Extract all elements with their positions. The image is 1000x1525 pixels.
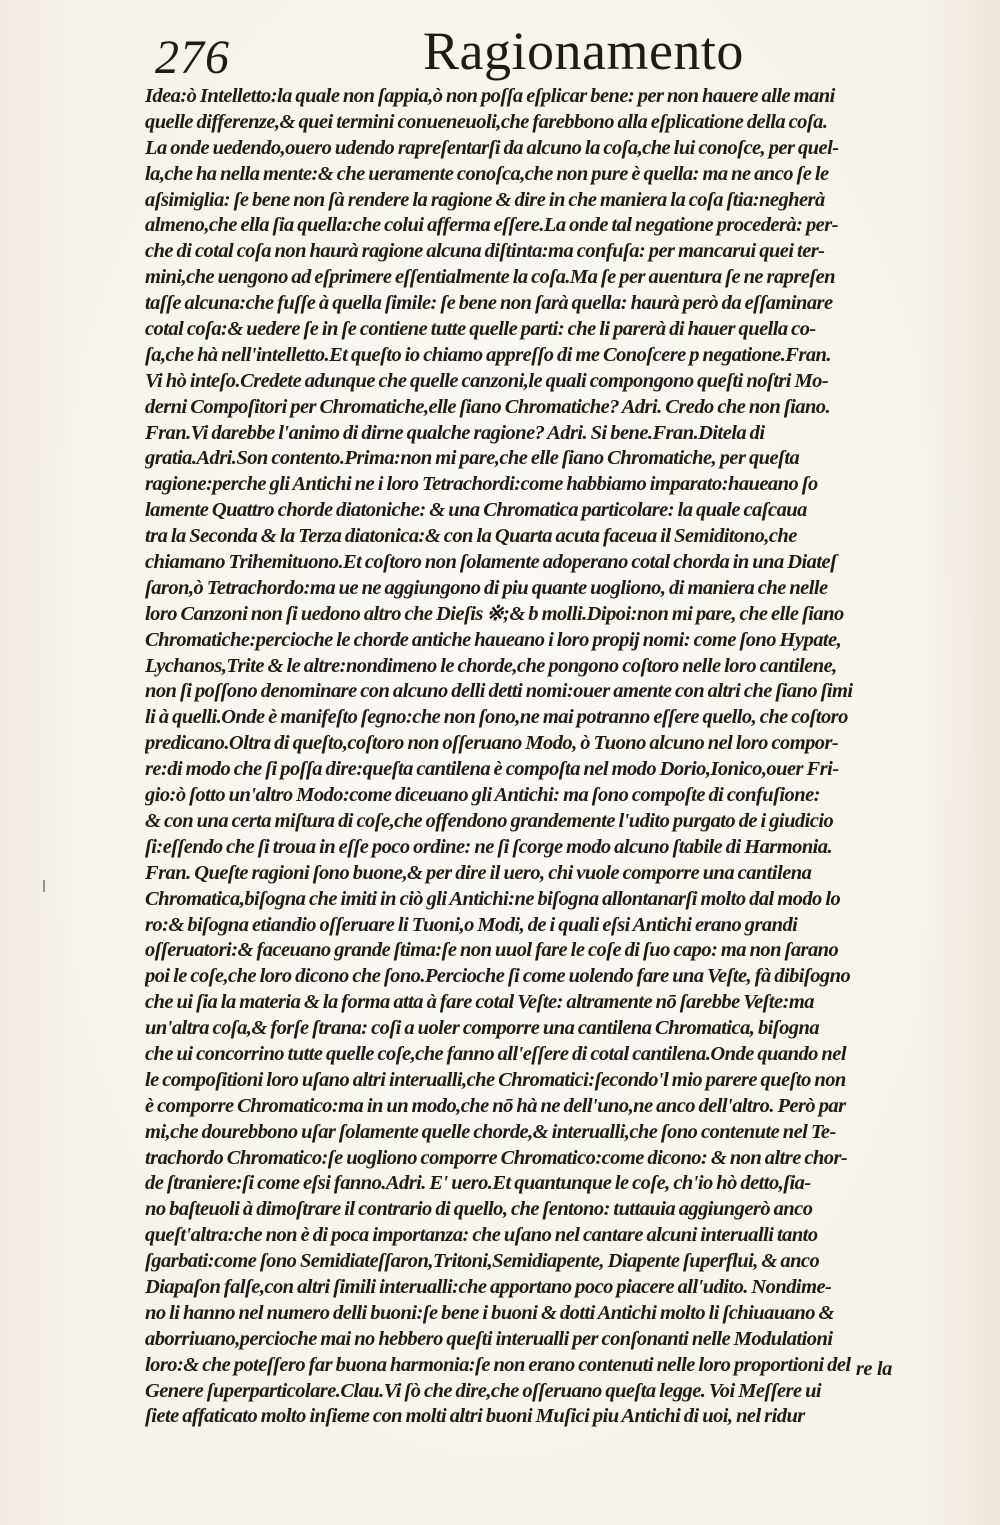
text-line: non ſi poſſono denominare con alcuno delli detti nomi:ouer amente con altri che ſiano ſimi xyxy=(145,680,853,703)
text-line: oſſeruatori:& faceuano grande ſtima:ſe non uuol fare le coſe di ſuo capo: ma non ſarano xyxy=(145,939,839,962)
text-line: & con una certa miſtura di coſe,che offendono grandemente l'udito purgato de i giudicio xyxy=(145,809,834,832)
text-line: poi le coſe,che loro dicono che ſono.Percioche ſi come uolendo fare una Veſte, fà dibiſogno xyxy=(145,965,851,988)
text-line: aborriuano,percioche mai no hebbero queſti interualli per conſonanti nelle Modulationi xyxy=(145,1327,833,1350)
running-title: Ragionamento xyxy=(423,21,744,81)
text-line: derni Compoſitori per Chromatiche,elle ſiano Chromatiche? Adri. Credo che non ſiano. xyxy=(145,395,831,418)
text-line: tra la Seconda & la Terza diatonica:& con la Quarta acuta faceua il Semiditono,che xyxy=(145,525,797,548)
text-line: no baſteuoli à dimoſtrare il contrario di quello, che ſentono: tuttauia aggiungerò anco xyxy=(145,1198,813,1221)
text-line: Lychanos,Trite & le altre:nondimeno le chorde,che pongono coſtoro nelle loro cantilene, xyxy=(145,654,837,677)
text-line: Fran.Vi darebbe l'animo di dirne qualche ragione? Adri. Si bene.Fran.Ditela di xyxy=(145,421,765,444)
text-line: Chromatiche:percioche le chorde antiche haueano i loro propij nomi: come ſono Hypate, xyxy=(145,628,842,651)
text-line: loro:& che poteſſero far buona harmonia:ſe non erano contenuti nelle loro proportioni del xyxy=(145,1353,851,1376)
text-line: queſt'altra:che non è di poca importanza: che uſano nel cantare alcuni interualli tanto xyxy=(145,1224,818,1247)
text-line: gratia.Adri.Son contento.Prima:non mi pare,che elle ſiano Chromatiche, per queſta xyxy=(145,447,800,470)
text-line: predicano.Oltra di queſto,coſtoro non oſſeruano Modo, ò Tuono alcuno nel loro compor- xyxy=(145,732,839,755)
text-line: Vi hò inteſo.Credete adunque che quelle canzoni,le quali compongono queſti noſtri Mo- xyxy=(145,369,829,392)
text-line: lamente Quattro chorde diatoniche: & una Chromatica particolare: la quale caſcaua xyxy=(145,499,807,522)
body-text xyxy=(145,84,915,1430)
text-line: Fran. Queſte ragioni ſono buone,& per dire il uero, chi vuole comporre una cantilena xyxy=(145,861,812,884)
text-line: Idea:ò Intelletto:la quale non ſappia,ò non poſſa eſplicar bene: per non hauere alle mani xyxy=(145,85,835,107)
text-line: gio:ò ſotto un'altro Modo:come diceuano gli Antichi: ma ſono compoſte di confuſione: xyxy=(145,784,820,807)
text-line: re:di modo che ſi poſſa dire:queſta cantilena è compoſta nel modo Dorio,Ionico,ouer Fri- xyxy=(145,758,839,781)
text-line: che ui concorrino tutte quelle coſe,che fanno all'eſſere di cotal cantilena.Onde quando nel xyxy=(145,1042,846,1065)
text-line: che ui ſia la materia & la forma atta à fare cotal Veſte: altramente nō ſarebbe Veſte:ma xyxy=(145,991,814,1014)
text-line: La onde uedendo,ouero udendo rapreſentarſi da alcuno la coſa,che lui conoſce, per quel- xyxy=(145,136,839,159)
text-line: mini,che uengono ad eſprimere eſſentialmente la coſa.Ma ſe per auentura ſe ne rapreſen xyxy=(145,266,836,289)
text-line: la,che ha nella mente:& che ueramente conoſca,che non pure è quella: ma ne anco ſe le xyxy=(145,162,829,185)
text-line: Chromatica,biſogna che imiti in ciò gli Antichi:ne biſogna allontanarſi molto dal modo lo xyxy=(145,887,841,910)
text-line: chiamano Trihemituono.Et coſtoro non ſolamente adoperano cotal chorda in una Diateſ xyxy=(145,551,837,574)
page-number: 276 xyxy=(155,31,230,84)
text-line: un'altra coſa,& forſe ſtrana: coſi a uoler comporre una cantilena Chromatica, biſogna xyxy=(145,1017,820,1040)
text-line: è comporre Chromatico:ma in un modo,che nō hà ne dell'uno,ne anco dell'altro. Però par xyxy=(145,1094,846,1117)
text-line: che di cotal coſa non haurà ragione alcuna diſtinta:ma confuſa: per mancarui quei ter- xyxy=(145,240,825,263)
text-line: mi,che dourebbono uſar ſolamente quelle chorde,& interualli,che ſono contenute nel Te- xyxy=(145,1120,836,1143)
text-line: de ſtraniere:ſi come eſsi fanno.Adri. E' uero.Et quantunque le coſe, ch'io hò detto,ſia- xyxy=(145,1172,811,1195)
text-line: ſgarbati:come ſono Semidiateſſaron,Tritoni,Semidiapente, Diapente ſuperflui, & anco xyxy=(145,1250,820,1273)
text-line: loro Canzoni non ſi uedono altro che Dieſis ※;& b molli.Dipoi:non mi pare, che elle ſiano xyxy=(145,602,844,625)
text-line: ragione:perche gli Antichi ne i loro Tetrachordi:come habbiamo imparato:haueano ſo xyxy=(145,473,818,496)
text-line: Diapaſon falſe,con altri ſimili interualli:che apportano poco piacere all'udito. Nondime- xyxy=(145,1275,832,1298)
text-line: ſi:eſſendo che ſi troua in eſſe poco ordine: ne ſi ſcorge modo alcuno ſtabile di Harmonia. xyxy=(145,835,833,858)
text-line: almeno,che ella ſia quella:che colui afferma eſſere.La onde tal negatione procederà: per- xyxy=(145,214,838,237)
text-line: ſiete affaticato molto inſieme con molti altri buoni Muſici piu Antichi di uoi, nel ridur xyxy=(145,1405,805,1428)
text-line: li à quelli.Onde è manifeſto ſegno:che non ſono,ne mai potranno eſſere quello, che coſtoro xyxy=(145,706,848,729)
text-line: ſaron,ò Tetrachordo:ma ue ne aggiungono di piu quante uogliono, di maniera che nelle xyxy=(145,576,828,599)
text-line: le compoſitioni loro uſano altri interualli,che Chromatici:ſecondo'l mio parere queſto non xyxy=(145,1068,846,1091)
text-line: ſa,che hà nell'intelletto.Et queſto io chiamo appreſſo di me Conoſcere p negatione.Fran. xyxy=(145,343,831,366)
text-line: cotal coſa:& uedere ſe in ſe contiene tutte quelle parti: che li parerà di hauer quella co- xyxy=(145,318,816,341)
text-line: ro:& biſogna etiandio oſſeruare li Tuoni,o Modi, de i quali eſsi Antichi erano grandi xyxy=(145,913,798,936)
text-line: quelle differenze,& quei termini conueneuoli,che farebbono alla eſplicatione della coſa. xyxy=(145,110,828,133)
text-line: aſsimiglia: ſe bene non ſà rendere la ragione & dire in che maniera la coſa ſtia:negherà xyxy=(145,188,825,211)
text-line: Genere ſuperparticolare.Clau.Vi ſò che dire,che oſſeruano queſta legge. Voi Meſſere ui xyxy=(145,1379,822,1402)
margin-mark xyxy=(43,880,45,892)
catchword: re la xyxy=(855,1358,892,1380)
text-line: taſſe alcuna:che fuſſe à quella ſimile: ſe bene non ſarà quella: haurà però da eſſaminare xyxy=(145,292,833,315)
text-line: trachordo Chromatico:ſe uogliono comporre Chromatico:come dicono: & non altre chor- xyxy=(145,1146,848,1169)
text-line: no li hanno nel numero delli buoni:ſe bene i buoni & dotti Antichi molto li ſchiuauano & xyxy=(145,1301,834,1324)
